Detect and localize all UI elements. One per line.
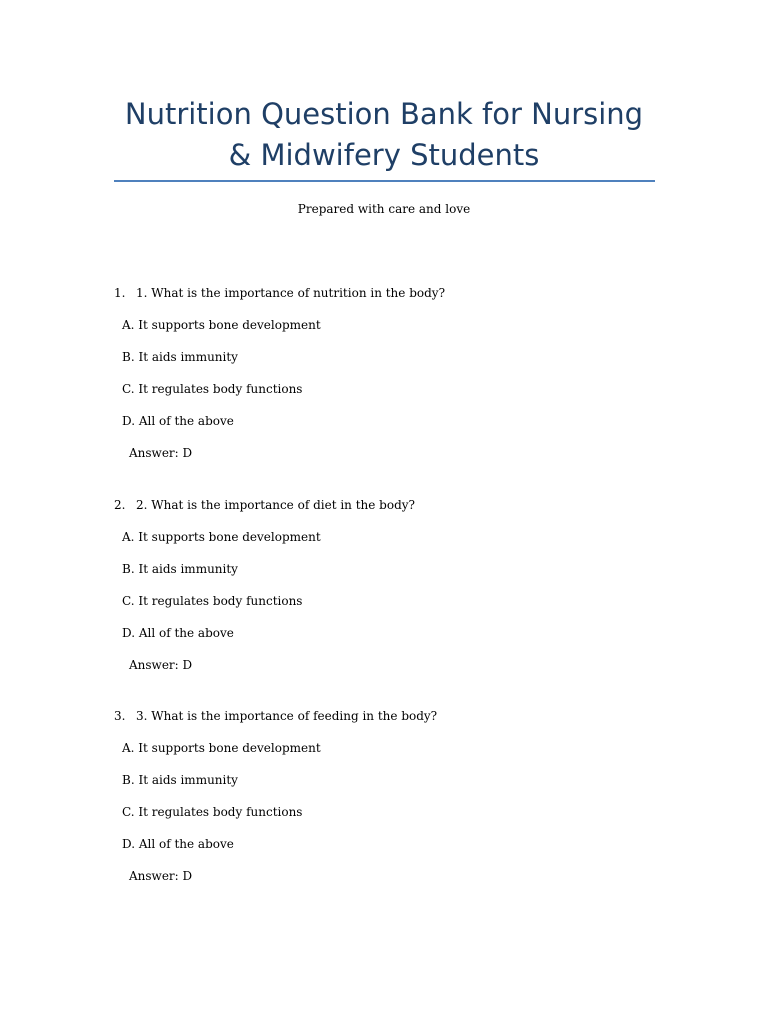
answer-option-a: A. It supports bone development — [122, 741, 321, 755]
question-text: 2. What is the importance of diet in the body? — [136, 498, 415, 512]
answer-option-a: A. It supports bone development — [122, 318, 321, 332]
page-subtitle: Prepared with care and love — [297, 202, 471, 216]
answer-option-c: C. It regulates body functions — [122, 382, 303, 396]
title-underline — [114, 180, 655, 182]
page-title: Nutrition Question Bank for Nursing & Midwifery Students — [124, 97, 644, 172]
question-text: 3. What is the importance of feeding in the body? — [136, 709, 438, 723]
answer-option-c: C. It regulates body functions — [122, 594, 303, 608]
answer-option-a: A. It supports bone development — [122, 530, 321, 544]
question-number: 3. — [114, 709, 126, 723]
answer-option-c: C. It regulates body functions — [122, 805, 303, 819]
question-text: 1. What is the importance of nutrition in the body? — [136, 286, 446, 300]
question-number: 2. — [114, 498, 126, 512]
answer-key: Answer: D — [129, 869, 193, 883]
answer-key: Answer: D — [129, 658, 193, 672]
answer-option-b: B. It aids immunity — [122, 562, 238, 576]
answer-option-b: B. It aids immunity — [122, 773, 238, 787]
answer-option-b: B. It aids immunity — [122, 350, 238, 364]
answer-option-d: D. All of the above — [122, 414, 234, 428]
answer-option-d: D. All of the above — [122, 837, 234, 851]
answer-key: Answer: D — [129, 446, 193, 460]
question-number: 1. — [114, 286, 126, 300]
answer-option-d: D. All of the above — [122, 626, 234, 640]
